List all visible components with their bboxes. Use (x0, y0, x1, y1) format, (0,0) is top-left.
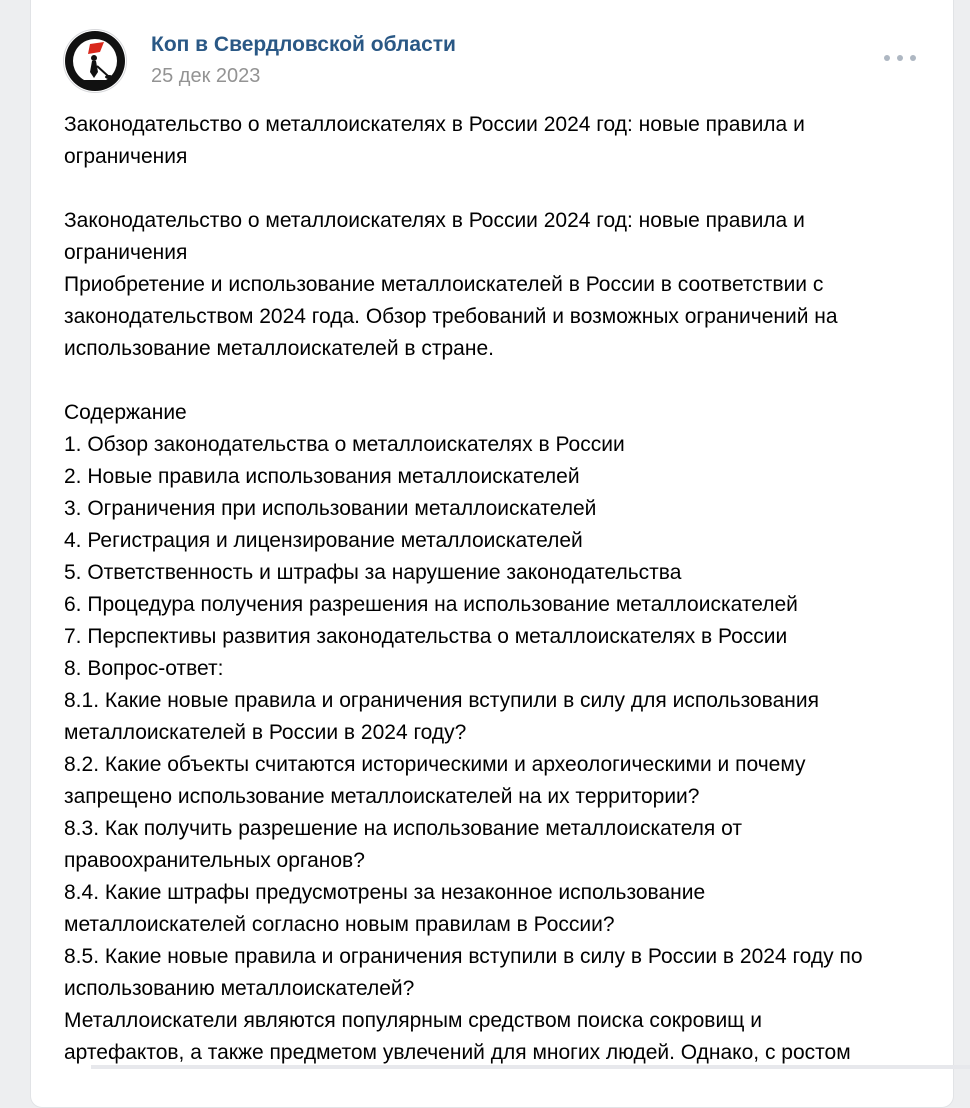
contents-item: 8.3. Как получить разрешение на использование металлоискателя от (64, 817, 742, 840)
contents-item: запрещено использование металлоискателей на их территории? (64, 785, 700, 808)
contents-item: правоохранительных органов? (64, 849, 365, 872)
contents-item: металлоискателей согласно новым правилам в России? (64, 913, 615, 936)
group-logo-icon (64, 30, 126, 92)
contents-item: металлоискателей в России в 2024 году? (64, 721, 467, 744)
contents-item: 8. Вопрос-ответ: (64, 657, 224, 680)
contents-item: 8.5. Какие новые правила и ограничения вступили в силу в России в 2024 году по (64, 945, 863, 968)
more-dots-icon (910, 55, 916, 61)
group-avatar[interactable] (63, 29, 127, 93)
contents-item: 1. Обзор законодательства о металлоискателях в России (64, 433, 625, 456)
text-line: артефактов, а также предметом увлечений для многих людей. Однако, с ростом (64, 1041, 851, 1064)
post-date[interactable]: 25 дек 2023 (151, 65, 261, 87)
contents-item: 4. Регистрация и лицензирование металлоискателей (64, 529, 583, 552)
text-line: законодательством 2024 года. Обзор требований и возможных ограничений на (64, 305, 838, 328)
contents-item: 6. Процедура получения разрешения на использование металлоискателей (64, 593, 798, 616)
paragraph-gap (64, 173, 924, 205)
contents-item: 8.4. Какие штрафы предусмотрены за незаконное использование (64, 881, 706, 904)
text-line: Законодательство о металлоискателях в России 2024 год: новые правила и (64, 209, 805, 232)
more-dots-icon (884, 55, 890, 61)
text-line: Металлоискатели являются популярным средством поиска сокровищ и (64, 1009, 763, 1032)
post-card (30, 0, 954, 1108)
text-line: Приобретение и использование металлоискателей в России в соответствии с (64, 273, 824, 296)
more-dots-icon (897, 55, 903, 61)
contents-item: 7. Перспективы развития законодательства о металлоискателях в России (64, 625, 788, 648)
more-options-button[interactable] (883, 47, 917, 69)
text-line: Законодательство о металлоискателях в России 2024 год: новые правила и (64, 113, 805, 136)
paragraph-gap (64, 365, 924, 397)
text-line: использование металлоискателей в стране. (64, 337, 494, 360)
next-post-edge (91, 1065, 970, 1069)
contents-item: 3. Ограничения при использовании металлоискателей (64, 497, 597, 520)
text-line: ограничения (64, 241, 188, 264)
contents-item: 2. Новые правила использования металлоискателей (64, 465, 580, 488)
post-text (64, 109, 924, 1069)
contents-heading: Содержание (64, 401, 187, 424)
contents-item: 8.2. Какие объекты считаются историческими и археологическими и почему (64, 753, 806, 776)
contents-item: использованию металлоискателей? (64, 977, 415, 1000)
group-name-link[interactable]: Коп в Свердловской области (151, 33, 456, 56)
contents-item: 5. Ответственность и штрафы за нарушение законодательства (64, 561, 682, 584)
text-line: ограничения (64, 145, 188, 168)
contents-item: 8.1. Какие новые правила и ограничения вступили в силу для использования (64, 689, 819, 712)
